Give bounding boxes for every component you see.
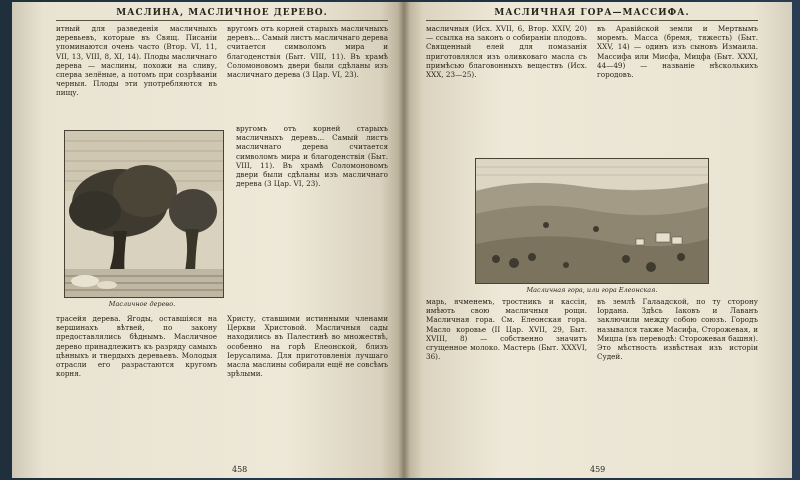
left-page-header: МАСЛИНА, МАСЛИЧНОЕ ДЕРЕВО. — [56, 8, 388, 21]
open-book — [12, 2, 792, 478]
left-text-column-2-continued: вругомъ отъ корней старыхъ масличныхъ деревъ... Самый листъ масличнаго дерева считается символомъ мира и благоденствія (Быт. VIII, 11). Въ храмѣ Соломоновомъ двери были сдѣланы изъ масличнаго дерева (3 Цар. VI, 23). — [236, 124, 388, 189]
left-page-number: 458 — [232, 465, 248, 474]
left-text-column-1: итный для разведенія масличныхъ деревьевъ, которые въ Свящ. Писаніи упоминаются очень часто (Втор. VI, 11, VII, 13, VIII, 8, XI, 14). Плоды масличнаго дерева — маслины, похожи на сливу, сперва зелёные, а потомъ при созрѣваніи черныя. Плоды эти употребляются въ пищу. — [56, 24, 217, 98]
left-top-columns — [56, 24, 388, 124]
left-figure-row — [56, 124, 388, 314]
left-figure-block — [56, 124, 228, 314]
right-bottom-columns — [426, 297, 758, 361]
left-page — [12, 2, 404, 478]
right-text-column-2: въ Аравійской земли и Мертвымъ моремъ. Масса (бремя, тяжесть) (Быт. XXV, 14) — одинъ изъ сыновъ Измаила. Массифа или Мисфа, Мицфа (Быт. XXXI, 44—49) — названіе нѣсколькихъ городовъ. — [597, 24, 758, 80]
mount-of-olives-illustration — [475, 158, 709, 284]
left-bottom-column-2: Христу, ставшими истинными членами Церкви Христовой. Масличныя сады находились въ Палестинѣ во множествѣ, особенно на горѣ Елеонской, близъ Іерусалима. Для приготовленія лучшаго масла маслины собирали ещё не совсѣмъ зрѣлыми. — [227, 314, 388, 379]
right-page — [404, 2, 792, 478]
right-top-columns — [426, 24, 758, 152]
right-text-column-1: масличныя (Исх. XVII, 6, Втор. XXIV, 20) — ссылка на законъ о собираніи плодовъ. Священный елей для помазанія приготовлялся изъ оливковаго масла съ примѣсью благовонныхъ веществъ (Исх. XXX, 23—25). — [426, 24, 587, 80]
right-figure-caption: Масличная гора, или гора Елеонская. — [526, 286, 658, 294]
left-text-column-2: вругомъ отъ корней старыхъ масличныхъ деревъ... Самый листъ масличнаго дерева считается символомъ мира и благоденствія (Быт. VIII, 11). Въ храмѣ Соломоновомъ двери были сдѣланы изъ масличнаго дерева (3 Цар. VI, 23). — [227, 24, 389, 80]
left-bottom-column-1: трасейя дерева. Ягоды, оставшіяся на вершинахъ вѣтвей, по закону предоставлялись бѣднымъ. Масличное дерево принадлежитъ къ разряду самыхъ цѣнныхъ и твердыхъ деревьевъ. Молодыя отрасли его разрастаются кругомъ корня. — [56, 314, 217, 379]
right-page-header: МАСЛИЧНАЯ ГОРА—МАССИФА. — [426, 8, 758, 21]
book-gutter — [398, 2, 410, 478]
left-bottom-columns — [56, 314, 388, 378]
olive-tree-illustration — [64, 130, 224, 298]
right-bottom-column-1: марь, ячменемъ, тростникъ и кассія, имѣють свою масличныя рощи. Масличная гора. См. Елеонская гора. Масло коровье (II Цар. XVII, 29, Быт. XVIII, 8) — собственно значитъ сгущенное молоко. Мастерь (Быт. XXXVI, 36). — [426, 297, 587, 362]
left-figure-caption: Масличное дерево. — [108, 300, 176, 308]
right-bottom-column-2: въ землѣ Галаадской, по ту сторону Іордана. Здѣсь Іаковъ и Лаванъ заключили между собою союзъ. Городъ назывался также Масифа, Сторожевая, и Мицпа (въ переводѣ: Сторожевая башня). Это мѣстность извѣстная изъ исторіи Судей. — [597, 297, 758, 362]
right-page-number: 459 — [590, 465, 606, 474]
